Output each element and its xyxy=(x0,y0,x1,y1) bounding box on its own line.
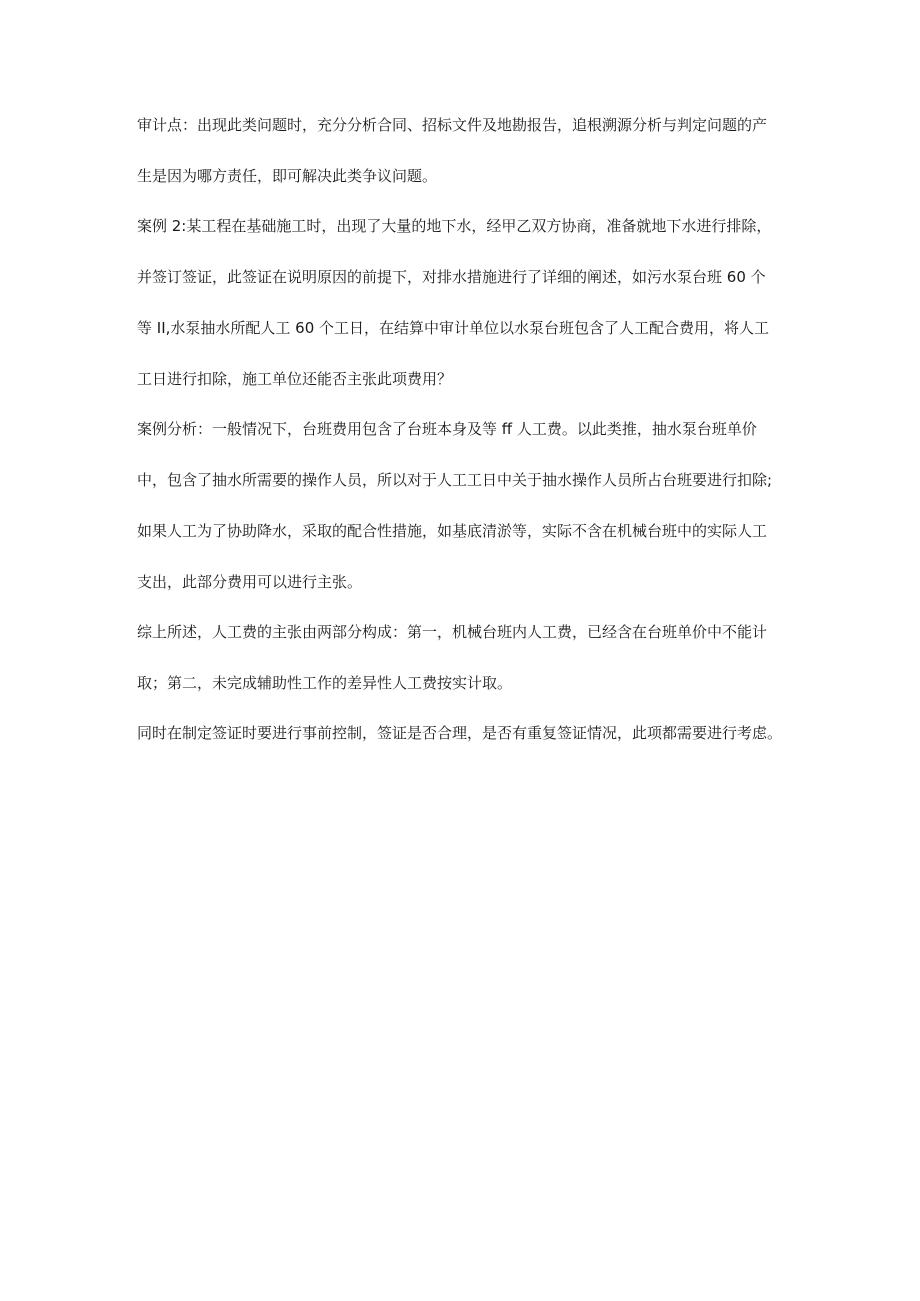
paragraph-case-analysis xyxy=(137,422,787,590)
text-line: 综上所述，人工费的主张由两部分构成：第一，机械台班内人工费，已经含在台班单价中不能计 xyxy=(137,623,768,641)
text-line: 生是因为哪方责任，即可解决此类争议问题。 xyxy=(137,167,438,185)
paragraph-case-2 xyxy=(137,219,787,387)
text-line: 如果人工为了协助降水，采取的配合性措施，如基底清淤等，实际不含在机械台班中的实际人工 xyxy=(137,522,768,540)
text-line: 同时在制定签证时要进行事前控制，签证是否合理，是否有重复签证情况，此项都需要进行考虑。 xyxy=(137,724,783,742)
document-body xyxy=(137,118,787,741)
text-line: 取；第二，未完成辅助性工作的差异性人工费按实计取。 xyxy=(137,674,513,692)
text-line: 并签订签证，此签证在说明原因的前提下，对排水措施进行了详细的阐述，如污水泵台班 60 个 xyxy=(137,268,766,286)
paragraph-summary xyxy=(137,625,787,691)
paragraph-control xyxy=(137,726,787,741)
text-line: 工日进行扣除，施工单位还能否主张此项费用？ xyxy=(137,370,453,388)
text-line: 中，包含了抽水所需要的操作人员，所以对于人工工日中关于抽水操作人员所占台班要进行扣除; xyxy=(137,471,773,489)
paragraph-audit-point xyxy=(137,118,787,184)
text-line: 案例 2:某工程在基础施工时，出现了大量的地下水，经甲乙双方协商，准备就地下水进行排除， xyxy=(137,217,772,235)
text-line: 等 II,水泵抽水所配人工 60 个工日，在结算中审计单位以水泵台班包含了人工配合费用，将人工 xyxy=(137,319,770,337)
text-line: 支出，此部分费用可以进行主张。 xyxy=(137,573,363,591)
text-line: 案例分析：一般情况下，台班费用包含了台班本身及等 ff 人工费。以此类推，抽水泵台班单价 xyxy=(137,420,757,438)
text-line: 审计点：出现此类问题时，充分分析合同、招标文件及地勘报告，追根溯源分析与判定问题的产 xyxy=(137,116,768,134)
